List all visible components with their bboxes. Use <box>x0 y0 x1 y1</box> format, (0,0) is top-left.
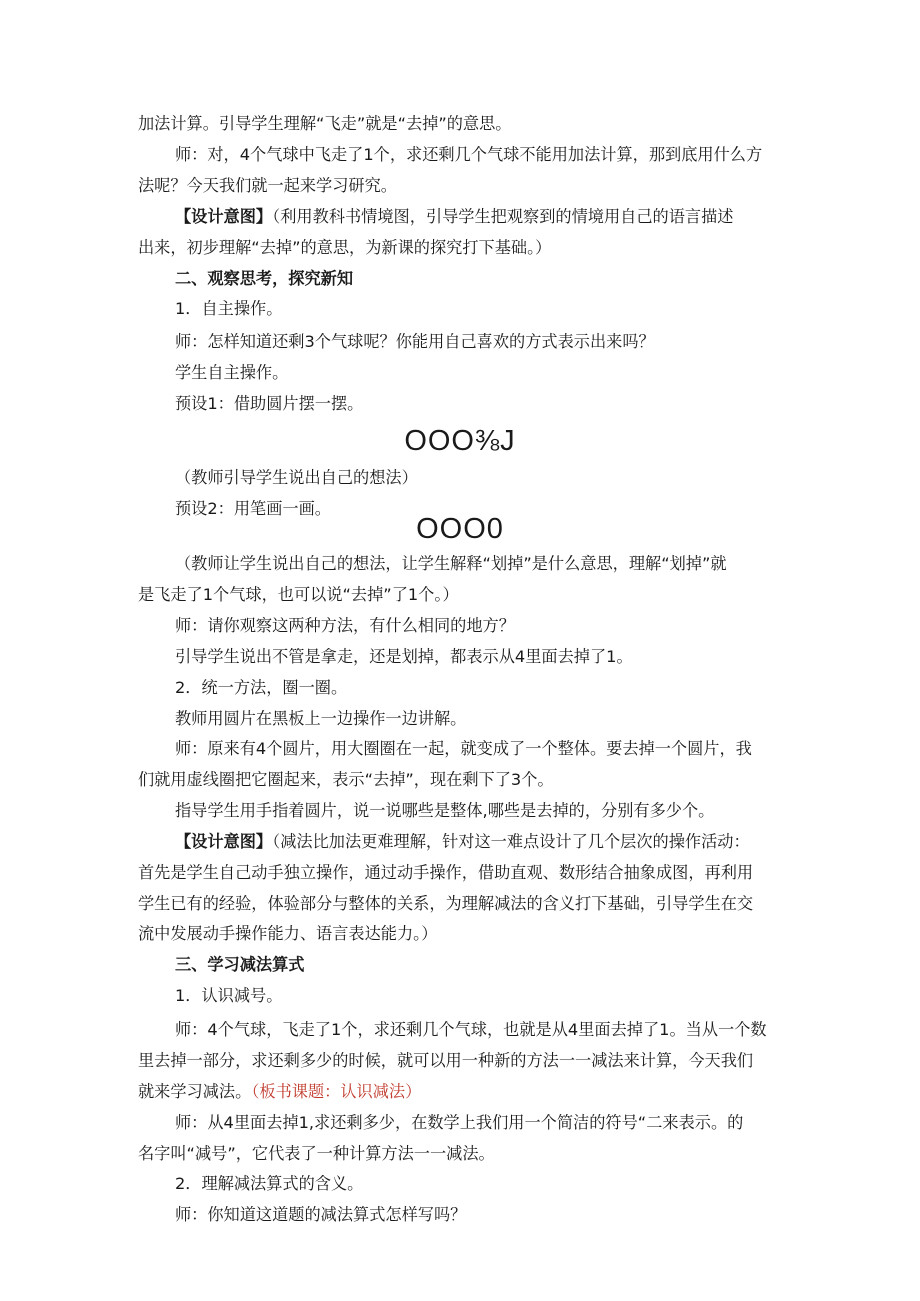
design-intent-line <box>175 205 733 229</box>
design-intent-label: 【设计意图】 <box>175 207 273 226</box>
paragraph-line: 预设1：借助圆片摆一摆。 <box>175 394 364 413</box>
subheading: 2．统一方法，圈一圈。 <box>175 678 348 697</box>
paragraph-line: 师：怎样知道还剩3个气球呢？你能用自己喜欢的方式表示出来吗？ <box>175 332 655 351</box>
paragraph-line: 流中发展动手操作能力、语言表达能力。） <box>138 924 438 943</box>
paragraph-line: 引导学生说出不管是拿走，还是划掉，都表示从4里面去掉了1。 <box>175 647 633 666</box>
paragraph-line: （教师让学生说出自己的想法，让学生解释“划掉”是什么意思，理解“划掉”就 <box>175 554 727 573</box>
circle-figure-2: OOO0 <box>416 513 504 545</box>
paragraph-line: 师：对，4个气球中飞走了1个，求还剩几个气球不能用加法计算，那到底用什么方 <box>175 145 763 164</box>
section-heading: 二、观察思考，探究新知 <box>175 269 354 288</box>
paragraph-line: 法呢？今天我们就一起来学习研究。 <box>138 176 397 195</box>
section-heading: 三、学习减法算式 <box>175 955 305 974</box>
paragraph-line: 教师用圆片在黑板上一边操作一边讲解。 <box>175 709 467 728</box>
paragraph-line: 师：4个气球，飞走了1个，求还剩几个气球，也就是从4里面去掉了1。当从一个数 <box>175 1020 767 1039</box>
paragraph-line: 预设2：用笔画一画。 <box>175 499 331 518</box>
paragraph-text: （减法比加法更难理解，针对这一难点设计了几个层次的操作活动： <box>272 832 750 851</box>
paragraph-text: （利用教科书情境图，引导学生把观察到的情境用自己的语言描述 <box>272 207 734 226</box>
paragraph-line: 加法计算。引导学生理解“飞走”就是“去掉”的意思。 <box>138 114 512 133</box>
paragraph-line: 师：请你观察这两种方法，有什么相同的地方？ <box>175 616 515 635</box>
design-intent-line <box>175 830 750 854</box>
subheading: 1．自主操作。 <box>175 299 283 318</box>
circle-figure-1: OOO⅜J <box>404 425 516 457</box>
paragraph-line: 里去掉一部分，求还剩多少的时候，就可以用一种新的方法一一减法来计算，今天我们 <box>138 1051 754 1070</box>
paragraph-line: 名字叫“减号”，它代表了一种计算方法一一减法。 <box>138 1144 495 1163</box>
paragraph-line: 指导学生用手指着圆片，说一说哪些是整体,哪些是去掉的，分别有多少个。 <box>175 801 715 820</box>
paragraph-line: 学生自主操作。 <box>175 363 289 382</box>
paragraph-line: 师：原来有4个圆片，用大圈圈在一起，就变成了一个整体。要去掉一个圆片，我 <box>175 739 752 758</box>
paragraph-line: 是飞走了1个气球，也可以说“去掉”了1个。） <box>138 585 459 604</box>
design-intent-label: 【设计意图】 <box>175 832 273 851</box>
subheading: 1．认识减号。 <box>175 986 283 1005</box>
paragraph-line: 师：从4里面去掉1,求还剩多少，在数学上我们用一个简洁的符号“二来表示。的 <box>175 1113 744 1132</box>
board-note: （板书课题：认识减法） <box>251 1082 422 1101</box>
paragraph-line: 们就用虚线圈把它圈起来，表示“去掉”，现在剩下了3个。 <box>138 770 554 789</box>
paragraph-line: 出来，初步理解“去掉”的意思，为新课的探究打下基础。） <box>138 238 552 257</box>
subheading: 2．理解减法算式的含义。 <box>175 1174 364 1193</box>
paragraph-line: 首先是学生自己动手独立操作，通过动手操作，借助直观、数形结合抽象成图，再利用 <box>138 863 754 882</box>
paragraph-text: 就来学习减法。 <box>138 1082 252 1101</box>
paragraph-line: 师：你知道这道题的减法算式怎样写吗？ <box>175 1205 467 1224</box>
paragraph-line <box>138 1080 421 1104</box>
paragraph-line: 学生已有的经验，体验部分与整体的关系，为理解减法的含义打下基础，引导学生在交 <box>138 894 754 913</box>
paragraph-line: （教师引导学生说出自己的想法） <box>175 468 418 487</box>
